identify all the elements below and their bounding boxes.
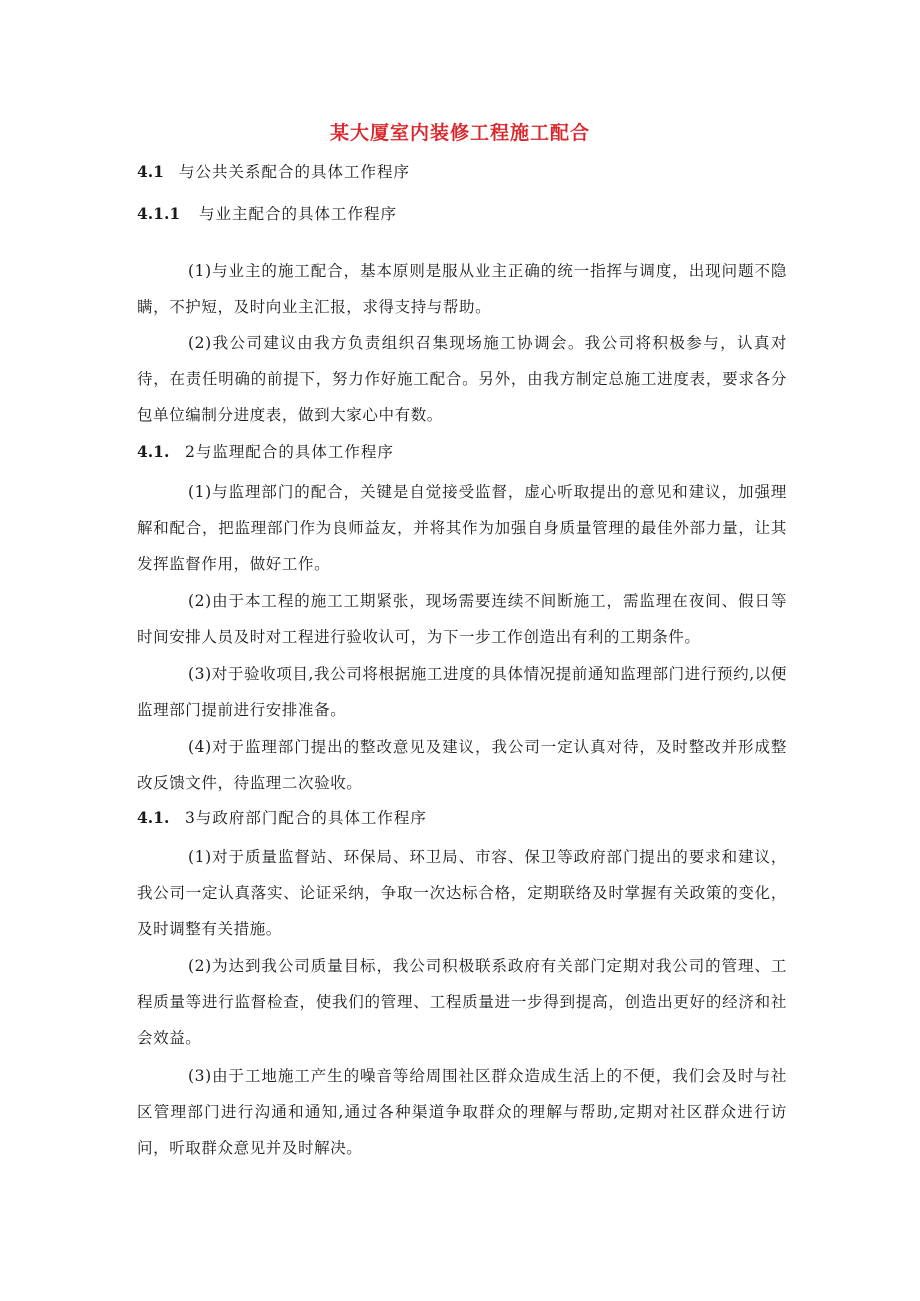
paragraph: (1)对于质量监督站、环保局、环卫局、市容、保卫等政府部门提出的要求和建议，我公司一定认真落实、论证采纳，争取一次达标合格，定期联络及时掌握有关政策的变化，及时调整有关措施。: [137, 848, 787, 938]
section-number: 4.1: [137, 162, 164, 181]
subsection-number: 4.1.1: [137, 204, 181, 223]
subsection-heading-supervisor: [137, 438, 394, 466]
document-title: 某大厦室内装修工程施工配合: [329, 122, 590, 144]
paragraph: (1)与监理部门的配合，关键是自觉接受监督，虚心听取提出的意见和建议，加强理解和配合，把监理部门作为良师益友，并将其作为加强自身质量管理的最佳外部力量，让其发挥监督作用，做好工作。: [137, 483, 787, 573]
paragraph: (1)与业主的施工配合，基本原则是服从业主正确的统一指挥与调度，出现问题不隐瞒，不护短，及时向业主汇报，求得支持与帮助。: [137, 262, 787, 316]
paragraph: (3)由于工地施工产生的噪音等给周围社区群众造成生活上的不便，我们会及时与社区管理部门进行沟通和通知,通过各种渠道争取群众的理解与帮助,定期对社区群众进行访问，听取群众意见并及时解决。: [137, 1067, 787, 1157]
subsection-title: 3与政府部门配合的具体工作程序: [185, 809, 427, 827]
section-title: 与公共关系配合的具体工作程序: [179, 163, 411, 181]
subsection-number: 4.1.: [137, 442, 170, 461]
subsection-title: 与业主配合的具体工作程序: [199, 205, 398, 223]
subsection-title: 2与监理配合的具体工作程序: [185, 443, 394, 461]
paragraph: (4)对于监理部门提出的整改意见及建议，我公司一定认真对待，及时整改并形成整改反馈文件，待监理二次验收。: [137, 738, 787, 792]
subsection-number: 4.1.: [137, 808, 170, 827]
paragraph: (2)为达到我公司质量目标，我公司积极联系政府有关部门定期对我公司的管理、工程质量等进行监督检查，使我们的管理、工程质量进一步得到提高，创造出更好的经济和社会效益。: [137, 957, 787, 1047]
subsection-heading-owner: [137, 200, 397, 228]
paragraph: (3)对于验收项目,我公司将根据施工进度的具体情况提前通知监理部门进行预约,以便监理部门提前进行安排准备。: [137, 665, 787, 719]
section-heading: [137, 158, 410, 186]
paragraph: (2)由于本工程的施工工期紧张，现场需要连续不间断施工，需监理在夜间、假日等时间安排人员及时对工程进行验收认可，为下一步工作创造出有利的工期条件。: [137, 592, 787, 646]
paragraph: (2)我公司建议由我方负责组织召集现场施工协调会。我公司将积极参与，认真对待，在责任明确的前提下，努力作好施工配合。另外，由我方制定总施工进度表，要求各分包单位编制分进度表，做到大家心中有数。: [137, 334, 787, 424]
subsection-heading-government: [137, 804, 427, 832]
